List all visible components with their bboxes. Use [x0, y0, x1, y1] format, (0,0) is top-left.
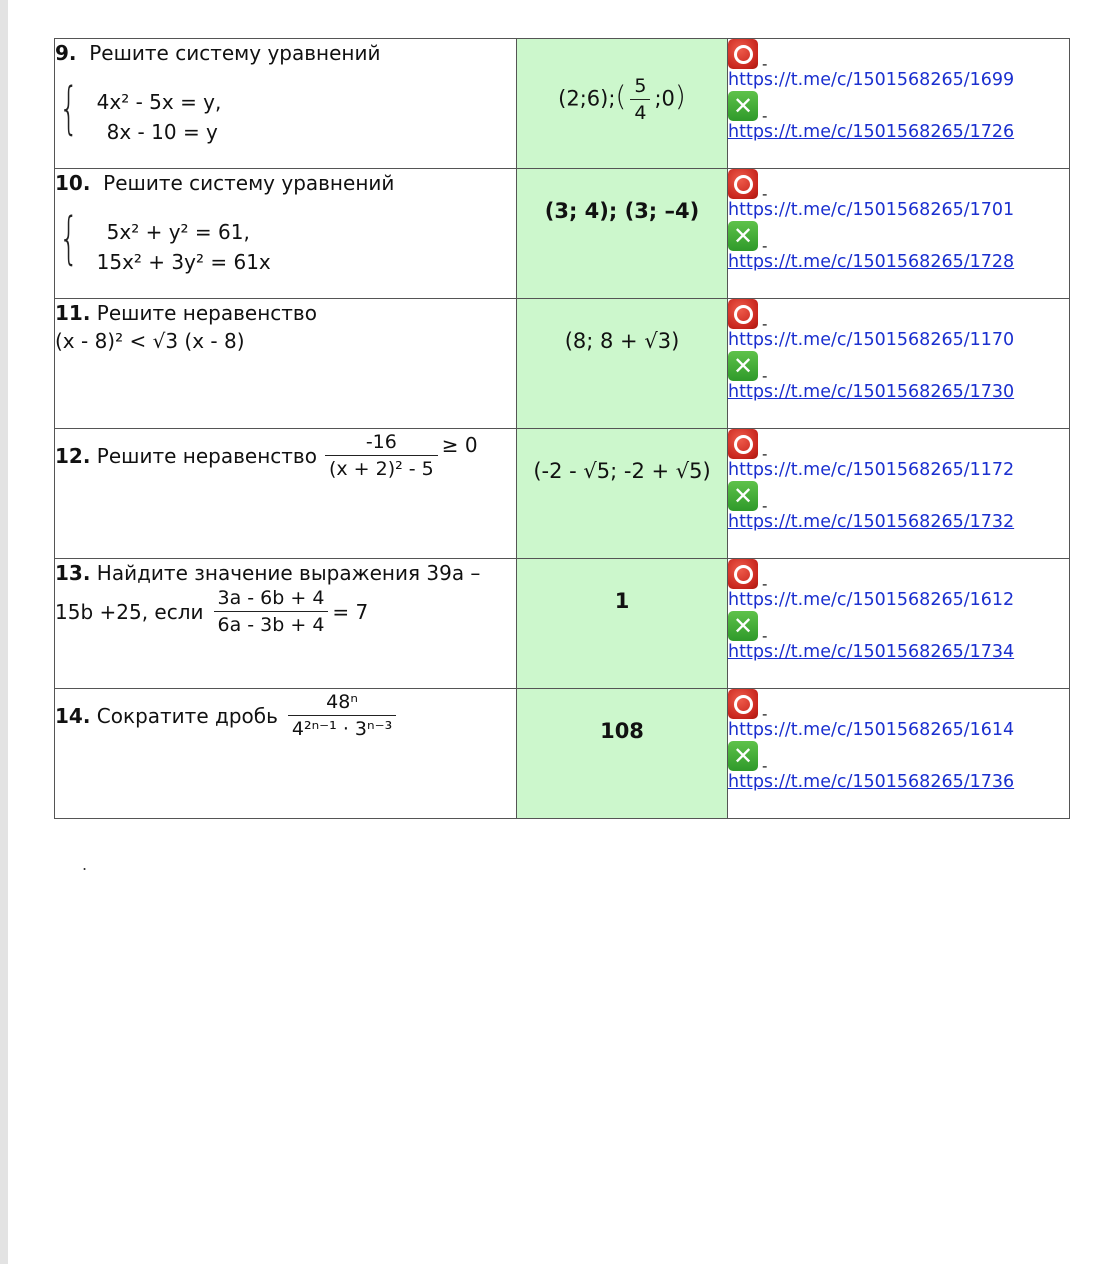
answer-link[interactable]: https://t.me/c/1501568265/1730: [728, 382, 1015, 402]
close-icon[interactable]: ✕: [728, 351, 758, 381]
answer-cell: [517, 299, 728, 429]
relation: = 7: [332, 599, 369, 624]
task-title: Решите неравенство: [96, 301, 317, 325]
task-number: 10.: [55, 171, 91, 195]
answer-link[interactable]: https://t.me/c/1501568265/1736: [728, 772, 1015, 792]
table-row: [55, 169, 1070, 299]
equation-1: 5x² + y² = 61,: [106, 220, 250, 244]
close-icon[interactable]: ✕: [728, 91, 758, 121]
equation-system: [59, 76, 516, 145]
answer-cell: [517, 429, 728, 559]
task-number: 13.: [55, 561, 91, 585]
brace: {: [59, 206, 79, 271]
task-number: 11.: [55, 301, 91, 325]
table-row: [55, 39, 1070, 169]
solution-link[interactable]: https://t.me/c/1501568265/1612: [728, 590, 1015, 610]
table-row: [55, 299, 1070, 429]
question-cell: [55, 299, 517, 429]
question-cell: [55, 689, 517, 819]
answer: 108: [600, 719, 644, 743]
answer-link[interactable]: https://t.me/c/1501568265/1734: [728, 642, 1015, 662]
task-title: Решите систему уравнений: [89, 41, 381, 65]
links-cell: - https://t.me/c/1501568265/1172 ✕ - https://t.me/c/1501568265/1732: [728, 429, 1070, 559]
solution-link[interactable]: https://t.me/c/1501568265/1170: [728, 330, 1015, 350]
links-cell: - https://t.me/c/1501568265/1699 ✕ - https://t.me/c/1501568265/1726: [728, 39, 1070, 169]
video-solution-icon[interactable]: [728, 559, 758, 589]
table-row: [55, 429, 1070, 559]
task-number: 14.: [55, 703, 91, 728]
page-edge: [0, 0, 8, 1264]
equation-2: 8x - 10 = y: [106, 120, 218, 144]
video-solution-icon[interactable]: [728, 169, 758, 199]
task-table: [54, 38, 1070, 819]
table-row: [55, 559, 1070, 689]
task-title: Решите неравенство: [96, 443, 317, 468]
task-title: Найдите значение выражения 39a –: [96, 561, 481, 585]
close-icon[interactable]: ✕: [728, 611, 758, 641]
task-number: 9.: [55, 41, 77, 65]
task-title: Сократите дробь: [96, 703, 278, 728]
answer: (3; 4); (3; –4): [544, 199, 700, 223]
video-solution-icon[interactable]: [728, 429, 758, 459]
video-solution-icon[interactable]: [728, 299, 758, 329]
task-number: 12.: [55, 443, 91, 468]
answer: (8; 8 + √3): [564, 329, 680, 353]
answer-link[interactable]: https://t.me/c/1501568265/1728: [728, 252, 1015, 272]
condition-text: 15b +25, если: [55, 599, 204, 624]
video-solution-icon[interactable]: [728, 689, 758, 719]
solution-link[interactable]: https://t.me/c/1501568265/1172: [728, 460, 1015, 480]
links-cell: - https://t.me/c/1501568265/1170 ✕ - https://t.me/c/1501568265/1730: [728, 299, 1070, 429]
answer-cell: [517, 559, 728, 689]
answer-cell: [517, 169, 728, 299]
inequality-fraction: $\frac{-16}{\text{(x + 2)² - 5}}$: [325, 431, 438, 480]
answer: 1: [614, 589, 630, 613]
question-cell: [55, 39, 517, 169]
video-solution-icon[interactable]: [728, 39, 758, 69]
question-cell: [55, 429, 517, 559]
close-icon[interactable]: ✕: [728, 741, 758, 771]
reduce-fraction: $\frac{\text{48ⁿ}}{\text{4²ⁿ⁻¹ · 3ⁿ⁻³}}$: [288, 691, 396, 740]
answer-cell: [517, 689, 728, 819]
solution-link[interactable]: https://t.me/c/1501568265/1701: [728, 200, 1015, 220]
equation-1: 4x² - 5x = y,: [96, 90, 222, 114]
equation-2: 15x² + 3y² = 61x: [96, 250, 271, 274]
question-cell: [55, 559, 517, 689]
footer-dot: .: [82, 855, 88, 874]
answer: (2;6);( $\frac{5}{4}$ ;0): [558, 75, 686, 124]
links-cell: - https://t.me/c/1501568265/1701 ✕ - https://t.me/c/1501568265/1728: [728, 169, 1070, 299]
table-row: [55, 689, 1070, 819]
task-title: Решите систему уравнений: [103, 171, 395, 195]
links-cell: - https://t.me/c/1501568265/1612 ✕ - https://t.me/c/1501568265/1734: [728, 559, 1070, 689]
inequality: (x - 8)² < √3 (x - 8): [55, 329, 245, 353]
condition-fraction: $\frac{3a - 6b + 4}{6a - 3b + 4}$: [214, 587, 329, 636]
links-cell: - https://t.me/c/1501568265/1614 ✕ - https://t.me/c/1501568265/1736: [728, 689, 1070, 819]
close-icon[interactable]: ✕: [728, 481, 758, 511]
brace: {: [59, 76, 79, 141]
equation-system: [59, 206, 516, 275]
answer-link[interactable]: https://t.me/c/1501568265/1732: [728, 512, 1015, 532]
answer-link[interactable]: https://t.me/c/1501568265/1726: [728, 122, 1015, 142]
answer-fraction: $\frac{5}{4}$: [630, 75, 650, 124]
answer: (-2 - √5; -2 + √5): [533, 459, 711, 483]
solution-link[interactable]: https://t.me/c/1501568265/1699: [728, 70, 1015, 90]
close-icon[interactable]: ✕: [728, 221, 758, 251]
relation: ≥ 0: [441, 432, 478, 457]
answer-cell: [517, 39, 728, 169]
solution-link[interactable]: https://t.me/c/1501568265/1614: [728, 720, 1015, 740]
question-cell: [55, 169, 517, 299]
